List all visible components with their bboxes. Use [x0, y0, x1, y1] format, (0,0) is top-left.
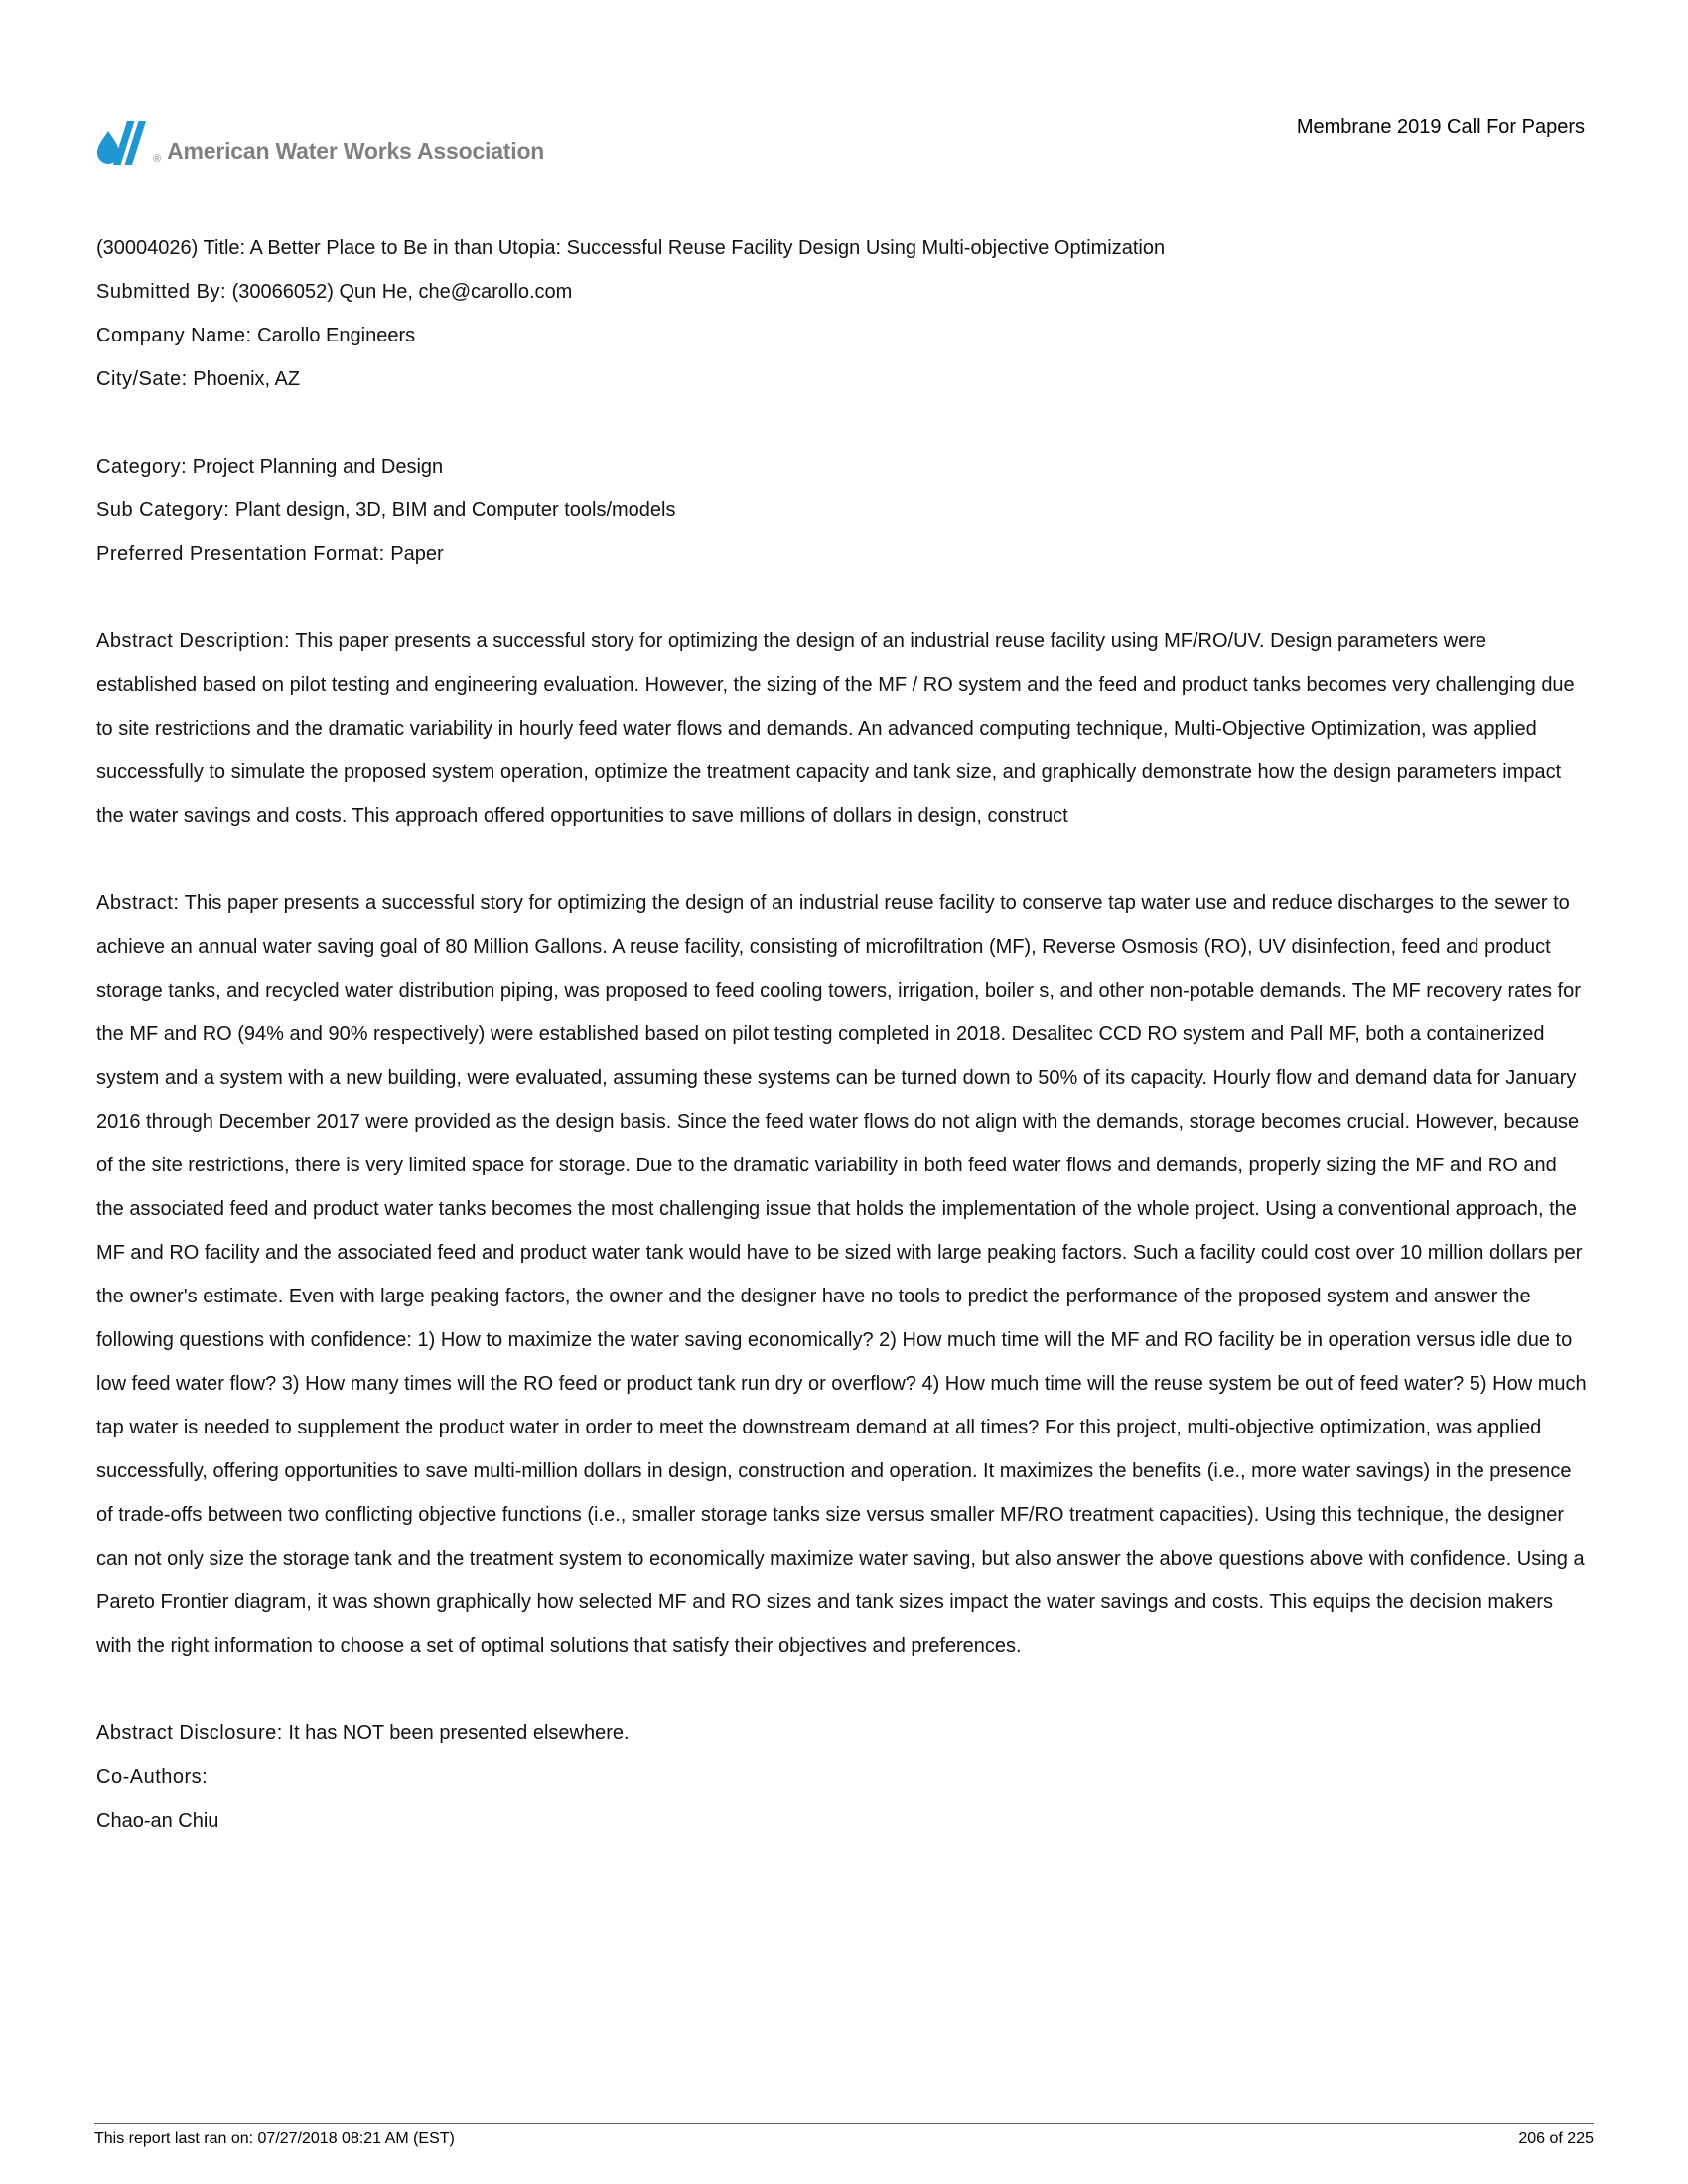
registered-trademark-icon: ® [153, 153, 162, 165]
field-label: Preferred Presentation Format: [96, 543, 385, 565]
field-value: Plant design, 3D, BIM and Computer tools/models [234, 499, 676, 521]
field-label: City/Sate: [96, 368, 188, 390]
page-footer [94, 2123, 1594, 2149]
co-authors-label: Co-Authors: [96, 1766, 209, 1788]
co-authors-block [96, 1755, 1588, 1843]
field-label: Company Name: [96, 325, 252, 346]
awwa-logo [97, 119, 544, 166]
abstract-description-label: Abstract Description: [96, 630, 291, 652]
abstract-description-paragraph [96, 619, 1588, 838]
abstract-paragraph [96, 882, 1588, 1668]
field-value: Project Planning and Design [192, 456, 444, 478]
field-value: (30066052) Qun He, che@carollo.com [231, 281, 573, 303]
abstract-description-text: This paper presents a successful story for optimizing the design of an industrial reuse facility using MF/RO/UV. Design parameters were established based on pilot testing and engineering evaluation. However, the sizing of the MF / RO system and the feed and product tanks becomes very challenging due to site restrictions and the dramatic variability in hourly feed water flows and demands. An advanced computing technique, Multi-Objective Optimization, was applied successfully to simulate the proposed system operation, optimize the treatment capacity and tank size, and graphically demonstrate how the design parameters impact the water savings and costs. This approach offered opportunities to save millions of dollars in design, construct [96, 630, 1575, 827]
document-content [96, 226, 1588, 1886]
footer-last-ran-timestamp: This report last ran on: 07/27/2018 08:21 AM (EST) [94, 2130, 455, 2147]
abstract-disclosure-line [96, 1711, 1588, 1755]
field-value: It has NOT been presented elsewhere. [288, 1722, 630, 1744]
field-submitted-by [96, 270, 1588, 314]
document-title: (30004026) Title: A Better Place to Be in than Utopia: Successful Reuse Facility Design Using Multi-objective Optimization [96, 237, 1166, 259]
category-info-block [96, 445, 1588, 576]
report-title: Membrane 2019 Call For Papers [1296, 116, 1585, 138]
footer-page-number: 206 of 225 [1518, 2130, 1594, 2147]
field-label: Submitted By: [96, 281, 227, 303]
field-sub-category [96, 488, 1588, 532]
field-value: Paper [390, 543, 444, 565]
field-category [96, 445, 1588, 488]
co-author-name: Chao-an Chiu [96, 1810, 219, 1832]
abstract-text: This paper presents a successful story for optimizing the design of an industrial reuse facility to conserve tap water use and reduce discharges to the sewer to achieve an annual water saving goal of 80 Million Gallons. A reuse facility, consisting of microfiltration (MF), Reverse Osmosis (RO), UV disinfection, feed and product storage tanks, and recycled water distribution piping, was proposed to feed cooling towers, irrigation, boiler s, and other non-potable demands. The MF recovery rates for the MF and RO (94% and 90% respectively) were established based on pilot testing completed in 2018. Desalitec CCD RO system and Pall MF, both a containerized system and a system with a new building, were evaluated, assuming these systems can be turned down to 50% of its capacity. Hourly flow and demand data for January 2016 through December 2017 were provided as the design basis. Since the feed water flows do not align with the demands, storage becomes crucial. However, because of the site restrictions, there is very limited space for storage. Due to the dramatic variability in both feed water flows and demands, properly sizing the MF and RO and the associated feed and product water tanks becomes the most challenging issue that holds the implementation of the whole project. Using a conventional approach, the MF and RO facility and the associated feed and product water tank would have to be sized with large peaking factors. Such a facility could cost over 10 million dollars per the owner's estimate. Even with large peaking factors, the owner and the designer have no tools to predict the performance of the proposed system and answer the following questions with confidence: 1) How to maximize the water saving economically? 2) How much time will the MF and RO facility be in operation versus idle due to low feed water flow? 3) How many times will the RO feed or product tank run dry or overflow? 4) How much time will the reuse system be out of feed water? 5) How much tap water is needed to supplement the product water in order to meet the downstream demand at all times? For this project, multi-objective optimization, was applied successfully, offering opportunities to save multi-million dollars in design, construction and operation. It maximizes the benefits (i.e., more water savings) in the presence of trade-offs between two conflicting objective functions (i.e., smaller storage tanks size versus smaller MF/RO treatment capacities). Using this technique, the designer can not only size the storage tank and the treatment system to economically maximize water saving, but also answer the above questions above with confidence. Using a Pareto Frontier diagram, it was shown graphically how selected MF and RO sizes and tank sizes impact the water savings and costs. This equips the decision makers with the right information to choose a set of optimal solutions that satisfy their objectives and preferences. [96, 892, 1587, 1657]
field-value: Carollo Engineers [257, 325, 416, 346]
field-label: Sub Category: [96, 499, 230, 521]
abstract-label: Abstract: [96, 892, 180, 914]
field-city-state [96, 357, 1588, 401]
field-label: Abstract Disclosure: [96, 1722, 283, 1744]
water-drop-logo-icon [97, 119, 151, 166]
field-company-name [96, 314, 1588, 357]
submitter-info-block [96, 270, 1588, 401]
logo-wordmark: American Water Works Association [167, 138, 545, 164]
field-label: Category: [96, 456, 188, 478]
field-presentation-format [96, 532, 1588, 576]
field-value: Phoenix, AZ [193, 368, 301, 390]
